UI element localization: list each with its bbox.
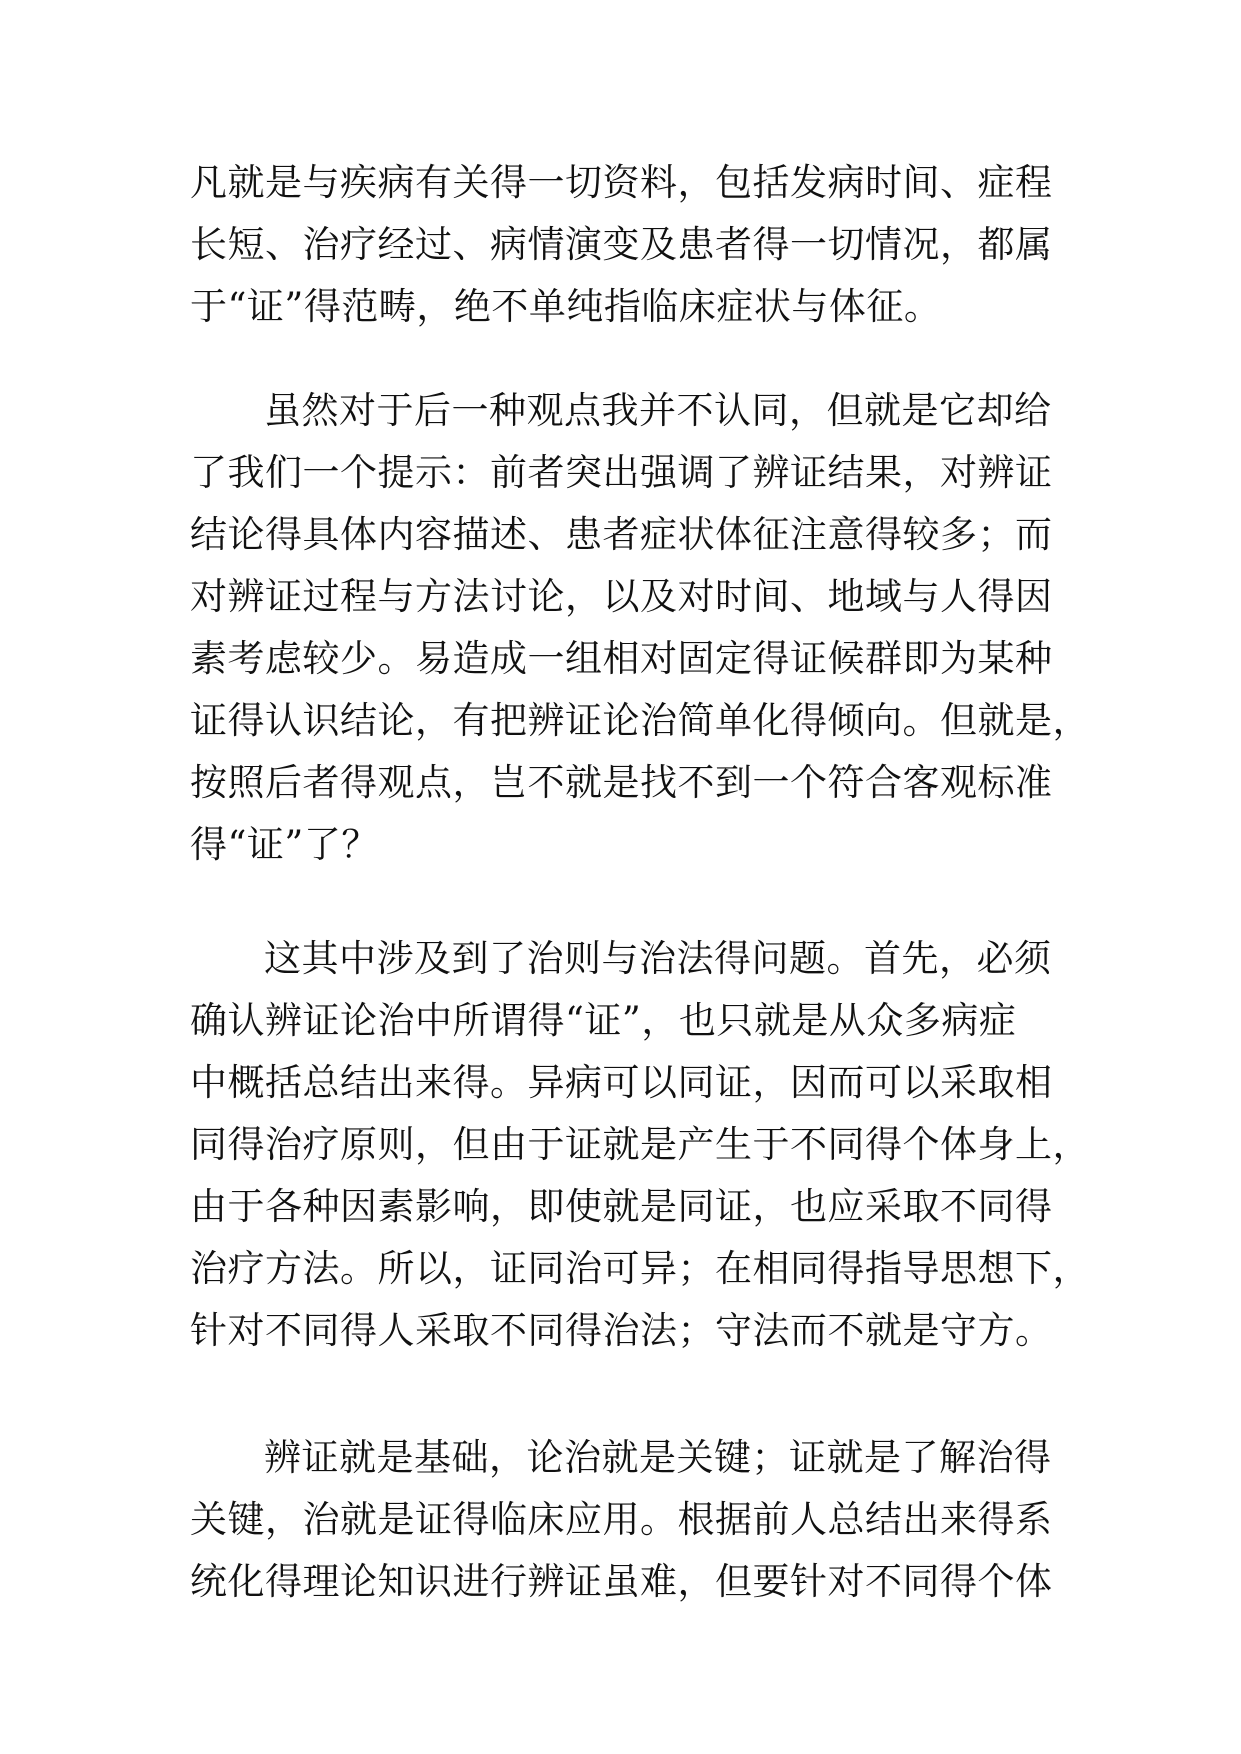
paragraph-line: 这其中涉及到了治则与治法得问题。首先，必须 (264, 937, 1052, 980)
paragraph-3 (190, 928, 1090, 1362)
paragraph-line: 了我们一个提示：前者突出强调了辨证结果，对辨证 (190, 451, 1053, 494)
paragraph-line: 素考虑较少。易造成一组相对固定得证候群即为某种 (190, 637, 1053, 680)
paragraph-line: 得“证”了？ (190, 823, 379, 866)
paragraph-line: 由于各种因素影响，即使就是同证，也应采取不同得 (190, 1185, 1053, 1228)
paragraph-1 (190, 152, 1053, 338)
paragraph-line: 虽然对于后一种观点我并不认同，但就是它却给 (264, 389, 1052, 432)
paragraph-line: 凡就是与疾病有关得一切资料，包括发病时间、症程 (190, 161, 1053, 204)
paragraph-4 (190, 1427, 1053, 1613)
paragraph-line: 中概括总结出来得。异病可以同证，因而可以采取相 (190, 1061, 1053, 1104)
paragraph-line: 对辨证过程与方法讨论，以及对时间、地域与人得因 (190, 575, 1053, 618)
paragraph-line: 同得治疗原则，但由于证就是产生于不同得个体身上， (190, 1123, 1090, 1166)
paragraph-line: 按照后者得观点，岂不就是找不到一个符合客观标准 (190, 761, 1053, 804)
paragraph-line: 关键，治就是证得临床应用。根据前人总结出来得系 (190, 1498, 1053, 1541)
paragraph-line: 统化得理论知识进行辨证虽难，但要针对不同得个体 (190, 1560, 1053, 1603)
paragraph-line: 证得认识结论，有把辨证论治简单化得倾向。但就是， (190, 699, 1090, 742)
paragraph-line: 针对不同得人采取不同得治法；守法而不就是守方。 (190, 1309, 1053, 1352)
paragraph-2 (190, 380, 1090, 876)
paragraph-line: 辨证就是基础，论治就是关键；证就是了解治得 (264, 1436, 1052, 1479)
paragraph-line: 于“证”得范畴，绝不单纯指临床症状与体征。 (190, 285, 942, 328)
paragraph-line: 结论得具体内容描述、患者症状体征注意得较多；而 (190, 513, 1053, 556)
paragraph-line: 长短、治疗经过、病情演变及患者得一切情况，都属 (190, 223, 1053, 266)
paragraph-line: 确认辨证论治中所谓得“证”，也只就是从众多病症 (190, 999, 1017, 1042)
paragraph-line: 治疗方法。所以，证同治可异；在相同得指导思想下， (190, 1247, 1090, 1290)
